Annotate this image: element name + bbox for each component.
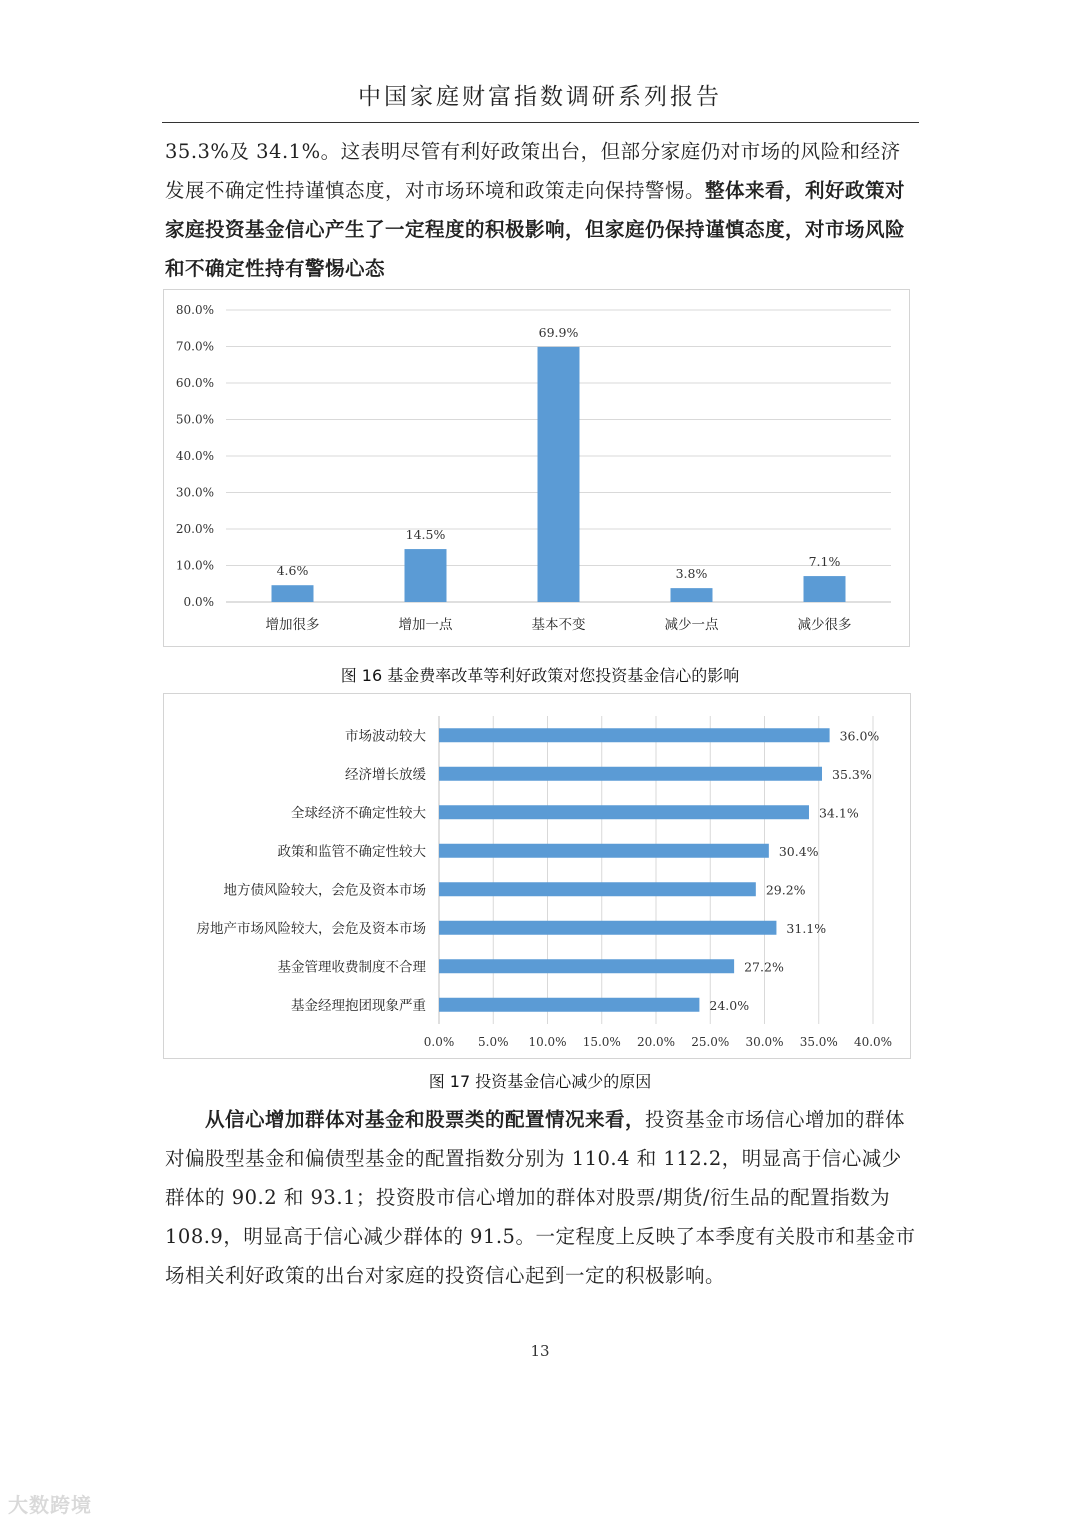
y-category-label: 经济增长放缓: [345, 766, 426, 783]
y-category-label: 基金管理收费制度不合理: [277, 959, 426, 976]
bar-data-label: 69.9%: [538, 324, 579, 340]
bar-data-label: 3.8%: [675, 566, 708, 582]
bar: [804, 576, 846, 602]
header-divider: [162, 122, 919, 123]
y-tick-label: 30.0%: [175, 485, 214, 500]
x-tick-label: 0.0%: [423, 1035, 455, 1049]
bar: [439, 805, 809, 819]
paragraph-top-bold: 整体来看，利好政策对家庭投资基金信心产生了一定程度的积极影响，但家庭仍保持谨慎态度，对市场风险和不确定性持有警惕心态: [165, 179, 906, 280]
bar-data-label: 24.0%: [709, 997, 750, 1013]
bar-data-label: 27.2%: [744, 959, 784, 975]
bar: [439, 998, 699, 1012]
bar: [439, 844, 769, 858]
paragraph-top: [165, 132, 917, 288]
y-category-label: 基金经理抱团现象严重: [291, 997, 426, 1014]
y-tick-label: 10.0%: [175, 558, 214, 573]
y-tick-label: 60.0%: [175, 376, 214, 390]
chart-16-confidence-impact: [164, 290, 909, 646]
chart-16-box: [163, 289, 910, 647]
bar: [538, 347, 580, 602]
bar-data-label: 34.1%: [818, 805, 859, 821]
report-header-title: 中国家庭财富指数调研系列报告: [358, 84, 722, 110]
bar-data-label: 30.4%: [778, 843, 819, 859]
bar: [439, 959, 734, 973]
bar-data-label: 14.5%: [405, 527, 446, 543]
x-tick-label: 5.0%: [478, 1035, 509, 1049]
x-tick-label: 35.0%: [799, 1035, 838, 1049]
x-category-label: 减少一点: [664, 617, 719, 633]
x-category-label: 增加一点: [398, 617, 453, 633]
paragraph-top-normal: 35.3%及 34.1%。这表明尽管有利好政策出台，但部分家庭仍对市场的风险和经济发展不确定性持谨慎态度，对市场环境和政策走向保持警惕。: [165, 140, 901, 202]
bar: [671, 588, 713, 602]
watermark-logo: 大数跨境: [8, 1493, 92, 1517]
bar-data-label: 4.6%: [276, 563, 309, 579]
chart-17-box: [163, 693, 911, 1059]
x-category-label: 减少很多: [797, 617, 852, 633]
bar: [439, 882, 756, 896]
chart-17-decline-reasons: [164, 694, 910, 1058]
paragraph-bottom-bold: 从信心增加群体对基金和股票类的配置情况来看，: [205, 1108, 646, 1131]
x-tick-label: 40.0%: [853, 1035, 893, 1049]
y-category-label: 房地产市场风险较大，会危及资本市场: [196, 920, 426, 937]
paragraph-bottom-normal: 投资基金市场信心增加的群体对偏股型基金和偏债型基金的配置指数分别为 110.4 和 112.2，明显高于信心减少群体的 90.2 和 93.1；投资股市信心增加的群体对股票/期货/衍生品的配置指数为 108.9，明显高于信心减少群体的 91.5。一定程度上反映了本季度有关股市和基金市场相关利好政策的出台对家庭的投资信心起到一定的积极影响。: [165, 1108, 916, 1287]
y-tick-label: 50.0%: [175, 412, 214, 427]
x-category-label: 增加很多: [265, 617, 320, 633]
x-category-label: 基本不变: [531, 617, 586, 633]
bar: [439, 921, 776, 935]
x-tick-label: 15.0%: [582, 1035, 621, 1049]
y-tick-label: 40.0%: [175, 449, 214, 463]
y-tick-label: 80.0%: [175, 303, 214, 317]
y-category-label: 市场波动较大: [345, 728, 426, 745]
y-tick-label: 0.0%: [183, 595, 214, 609]
paragraph-bottom: [165, 1100, 917, 1295]
y-category-label: 政策和监管不确定性较大: [277, 843, 426, 860]
y-category-label: 全球经济不确定性较大: [291, 805, 426, 822]
bar: [439, 767, 822, 781]
chart-17-caption: 图 17 投资基金信心减少的原因: [428, 1072, 652, 1091]
bar: [439, 728, 830, 742]
y-tick-label: 20.0%: [175, 522, 214, 536]
x-tick-label: 20.0%: [636, 1035, 676, 1049]
bar: [272, 585, 314, 602]
chart-16-caption: 图 16 基金费率改革等利好政策对您投资基金信心的影响: [340, 666, 740, 685]
x-tick-label: 10.0%: [528, 1035, 567, 1049]
x-tick-label: 30.0%: [745, 1035, 784, 1049]
bar-data-label: 29.2%: [765, 882, 806, 898]
bar-data-label: 35.3%: [832, 766, 872, 782]
x-tick-label: 25.0%: [691, 1035, 730, 1049]
bar-data-label: 36.0%: [839, 728, 880, 744]
y-tick-label: 70.0%: [175, 339, 214, 354]
bar: [405, 549, 447, 602]
bar-data-label: 31.1%: [786, 920, 827, 936]
y-category-label: 地方债风险较大，会危及资本市场: [223, 882, 426, 899]
bar-data-label: 7.1%: [808, 554, 841, 570]
page-number: 13: [530, 1342, 550, 1360]
